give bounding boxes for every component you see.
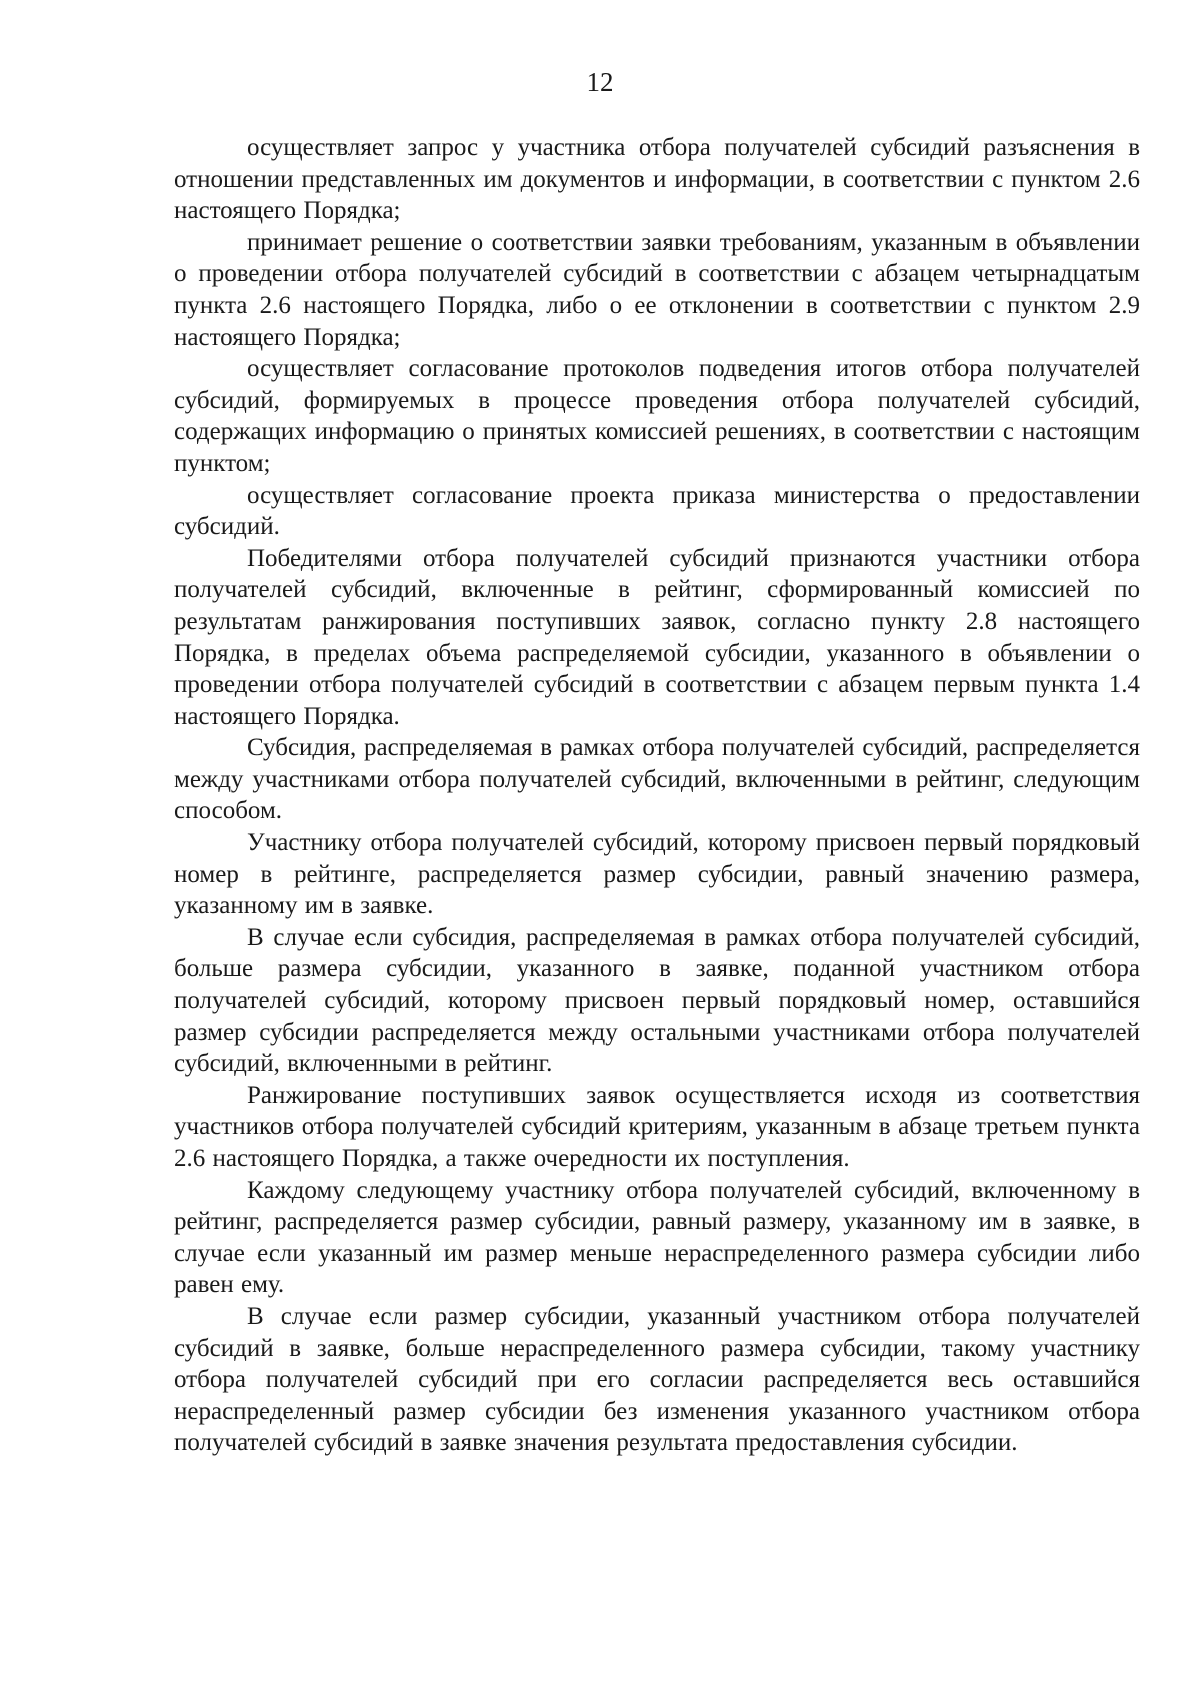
paragraph-remaining-amount: В случае если субсидия, распределяемая в рамках отбора получателей субсидий, больше размера субсидии, указанного в заявке, поданной участником отбора получателей субсидий, которому присвоен первый порядковый номер, оставшийся размер субсидии распределяется между остальными участниками отбора получателей субсидий, включенными в рейтинг. [174,923,1140,1078]
paragraph-first-participant: Участнику отбора получателей субсидий, которому присвоен первый порядковый номер в рейтинге, распределяется размер субсидии, равный значению размера, указанному им в заявке. [174,829,1140,920]
paragraph-decision-compliance: принимает решение о соответствии заявки требованиям, указанным в объявлении о проведении отбора получателей субсидий в соответствии с абзацем четырнадцатым пункта 2.6 настоящего Порядка, либо о ее отклонении в соответствии с пунктом 2.9 настоящего Порядка; [174,228,1140,351]
paragraph-excess-request: В случае если размер субсидии, указанный участником отбора получателей субсидий в заявке, больше нераспределенного размера субсидии, такому участнику отбора получателей субсидий при его согласии распределяется весь оставшийся нераспределенный размер субсидии без изменения указанного участником отбора получателей субсидий в заявке значения результата предоставления субсидии. [174,1302,1140,1457]
paragraph-next-participant: Каждому следующему участнику отбора получателей субсидий, включенному в рейтинг, распределяется размер субсидии, равный размеру, указанному им в заявке, в случае если указанный им размер меньше нераспределенного размера субсидии либо равен ему. [174,1176,1140,1299]
paragraph-distribution: Субсидия, распределяемая в рамках отбора получателей субсидий, распределяется между участниками отбора получателей субсидий, включенными в рейтинг, следующим способом. [174,734,1140,825]
paragraph-protocol-approval: осуществляет согласование протоколов подведения итогов отбора получателей субсидий, формируемых в процессе проведения отбора получателей субсидий, содержащих информацию о принятых комиссией решениях, в соответствии с настоящим пунктом; [174,355,1140,477]
paragraph-ranking: Ранжирование поступивших заявок осуществляется исходя из соответствия участников отбора получателей субсидий критериям, указанным в абзаце третьем пункта 2.6 настоящего Порядка, а также очередности их поступления. [174,1081,1140,1172]
paragraph-winners: Победителями отбора получателей субсидий признаются участники отбора получателей субсидий, включенные в рейтинг, сформированный комиссией по результатам ранжирования поступивших заявок, согласно пункту 2.8 настоящего Порядка, в пределах объема распределяемой субсидии, указанного в объявлении о проведении отбора получателей субсидий в соответствии с абзацем первым пункта 1.4 настоящего Порядка. [174,544,1140,730]
paragraph-order-approval: осуществляет согласование проекта приказа министерства о предоставлении субсидий. [174,481,1140,541]
paragraph-request-clarification: осуществляет запрос у участника отбора получателей субсидий разъяснения в отношении представленных им документов и информации, в соответствии с пунктом 2.6 настоящего Порядка; [174,134,1140,225]
page-number: 12 [586,67,614,97]
document-body [174,132,1140,1459]
